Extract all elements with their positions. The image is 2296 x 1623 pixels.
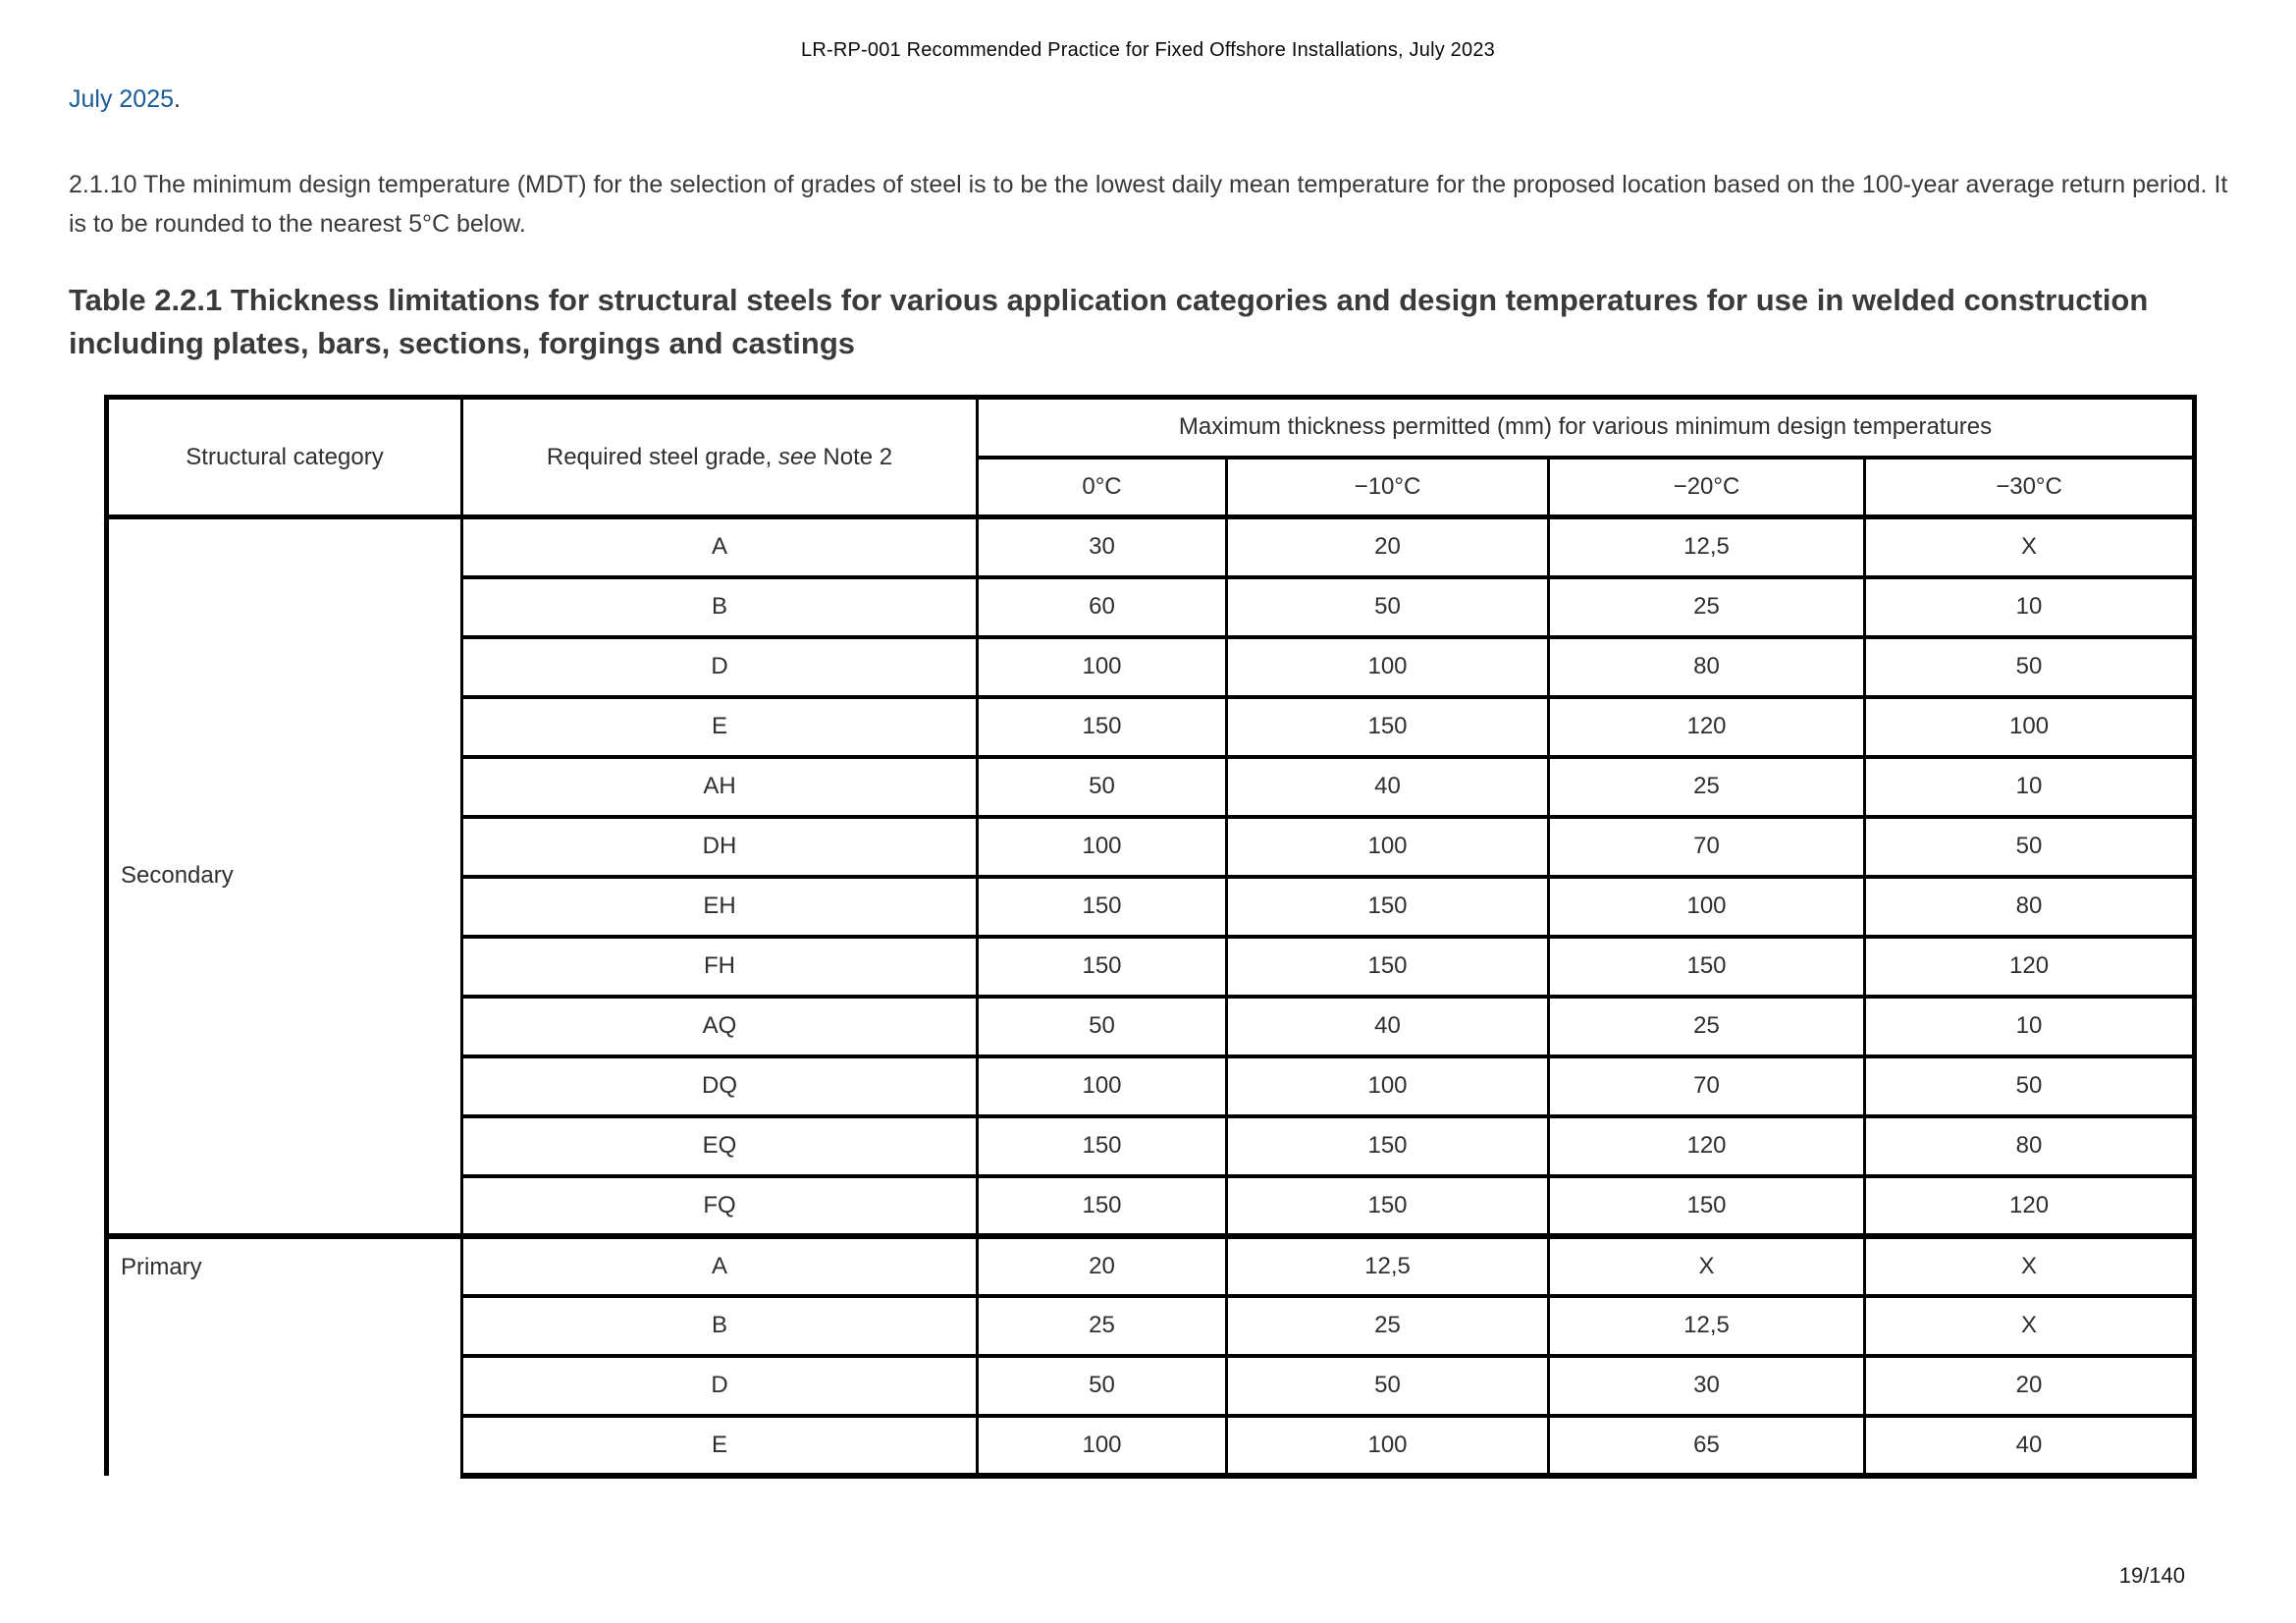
value-cell: 40 — [1227, 997, 1549, 1056]
value-cell: 65 — [1549, 1416, 1865, 1476]
table-row — [107, 1236, 2195, 1296]
value-cell: 100 — [978, 1056, 1227, 1116]
steel-grade-header-note: Note 2 — [816, 443, 893, 470]
steel-grade-header-text: Required steel grade, — [546, 443, 779, 470]
value-cell: 50 — [978, 1356, 1227, 1416]
value-cell: 150 — [1227, 937, 1549, 997]
value-cell: 30 — [1549, 1356, 1865, 1416]
value-cell: 120 — [1549, 1116, 1865, 1176]
thickness-limitations-table — [104, 395, 2197, 1479]
value-cell: 50 — [1227, 1356, 1549, 1416]
value-cell: 10 — [1865, 997, 2195, 1056]
col-header-max-thickness: Maximum thickness permitted (mm) for various minimum design temperatures — [978, 398, 2195, 458]
value-cell: 25 — [1227, 1296, 1549, 1356]
table-title: Table 2.2.1 Thickness limitations for structural steels for various application categories and design temperatures for use in welded construction including plates, bars, sections, forgings and castings — [69, 283, 2149, 360]
value-cell: 120 — [1865, 937, 2195, 997]
grade-cell: A — [462, 1236, 978, 1296]
value-cell: 100 — [978, 637, 1227, 697]
grade-cell: B — [462, 577, 978, 637]
value-cell: 10 — [1865, 757, 2195, 817]
table-row — [107, 517, 2195, 577]
value-cell: X — [1549, 1236, 1865, 1296]
date-link[interactable]: July 2025 — [69, 85, 175, 113]
date-line — [69, 85, 2296, 114]
grade-cell: AQ — [462, 997, 978, 1056]
value-cell: 150 — [1227, 1116, 1549, 1176]
grade-cell: D — [462, 637, 978, 697]
value-cell: 40 — [1227, 757, 1549, 817]
value-cell: 150 — [978, 697, 1227, 757]
table-header-row-1 — [107, 398, 2195, 458]
category-cell-primary: Primary — [107, 1236, 462, 1476]
value-cell: 150 — [1227, 697, 1549, 757]
grade-cell: E — [462, 697, 978, 757]
value-cell: 120 — [1865, 1176, 2195, 1236]
grade-cell: FQ — [462, 1176, 978, 1236]
steel-grade-header-see: see — [778, 443, 817, 470]
value-cell: 40 — [1865, 1416, 2195, 1476]
value-cell: 100 — [1227, 637, 1549, 697]
value-cell: 12,5 — [1549, 1296, 1865, 1356]
value-cell: 30 — [978, 517, 1227, 577]
grade-cell: EH — [462, 877, 978, 937]
temp-header-0: 0°C — [978, 458, 1227, 517]
value-cell: 100 — [1227, 817, 1549, 877]
value-cell: 150 — [978, 1176, 1227, 1236]
value-cell: 80 — [1865, 877, 2195, 937]
value-cell: 100 — [978, 817, 1227, 877]
grade-cell: AH — [462, 757, 978, 817]
value-cell: X — [1865, 517, 2195, 577]
value-cell: 10 — [1865, 577, 2195, 637]
temp-header-1: −10°C — [1227, 458, 1549, 517]
value-cell: 25 — [1549, 757, 1865, 817]
grade-cell: A — [462, 517, 978, 577]
value-cell: 50 — [1865, 1056, 2195, 1116]
value-cell: 25 — [1549, 577, 1865, 637]
temp-header-2: −20°C — [1549, 458, 1865, 517]
value-cell: 100 — [1227, 1056, 1549, 1116]
value-cell: 150 — [1549, 1176, 1865, 1236]
page-number: 19/140 — [2118, 1563, 2185, 1588]
col-header-structural-category: Structural category — [107, 398, 462, 517]
value-cell: 150 — [978, 937, 1227, 997]
value-cell: 12,5 — [1227, 1236, 1549, 1296]
grade-cell: FH — [462, 937, 978, 997]
grade-cell: DQ — [462, 1056, 978, 1116]
value-cell: 25 — [978, 1296, 1227, 1356]
col-header-steel-grade — [462, 398, 978, 517]
grade-cell: B — [462, 1296, 978, 1356]
value-cell: 100 — [1227, 1416, 1549, 1476]
value-cell: 25 — [1549, 997, 1865, 1056]
value-cell: 50 — [1865, 637, 2195, 697]
date-suffix: . — [174, 85, 181, 113]
value-cell: 150 — [1549, 937, 1865, 997]
paragraph-2-1-10: 2.1.10 The minimum design temperature (MDT) for the selection of grades of steel is to be the lowest daily mean temperature for the proposed location based on the 100-year average return period. It is to be rounded to the nearest 5°C below. — [69, 171, 2228, 238]
value-cell: 100 — [1549, 877, 1865, 937]
value-cell: 70 — [1549, 817, 1865, 877]
temp-header-3: −30°C — [1865, 458, 2195, 517]
value-cell: 80 — [1865, 1116, 2195, 1176]
grade-cell: E — [462, 1416, 978, 1476]
value-cell: X — [1865, 1236, 2195, 1296]
value-cell: 50 — [978, 757, 1227, 817]
grade-cell: EQ — [462, 1116, 978, 1176]
grade-cell: DH — [462, 817, 978, 877]
value-cell: 50 — [1227, 577, 1549, 637]
value-cell: 60 — [978, 577, 1227, 637]
value-cell: 150 — [1227, 877, 1549, 937]
doc-header-title: LR-RP-001 Recommended Practice for Fixed Offshore Installations, July 2023 — [801, 39, 1495, 61]
doc-header — [0, 0, 2296, 62]
value-cell: 70 — [1549, 1056, 1865, 1116]
value-cell: 100 — [1865, 697, 2195, 757]
value-cell: 50 — [1865, 817, 2195, 877]
value-cell: 20 — [978, 1236, 1227, 1296]
value-cell: 150 — [1227, 1176, 1549, 1236]
value-cell: 20 — [1865, 1356, 2195, 1416]
value-cell: 100 — [978, 1416, 1227, 1476]
value-cell: 80 — [1549, 637, 1865, 697]
value-cell: 12,5 — [1549, 517, 1865, 577]
value-cell: X — [1865, 1296, 2195, 1356]
value-cell: 120 — [1549, 697, 1865, 757]
grade-cell: D — [462, 1356, 978, 1416]
value-cell: 20 — [1227, 517, 1549, 577]
table-wrap — [104, 395, 2192, 1479]
category-cell-secondary: Secondary — [107, 517, 462, 1236]
value-cell: 150 — [978, 1116, 1227, 1176]
value-cell: 50 — [978, 997, 1227, 1056]
value-cell: 150 — [978, 877, 1227, 937]
